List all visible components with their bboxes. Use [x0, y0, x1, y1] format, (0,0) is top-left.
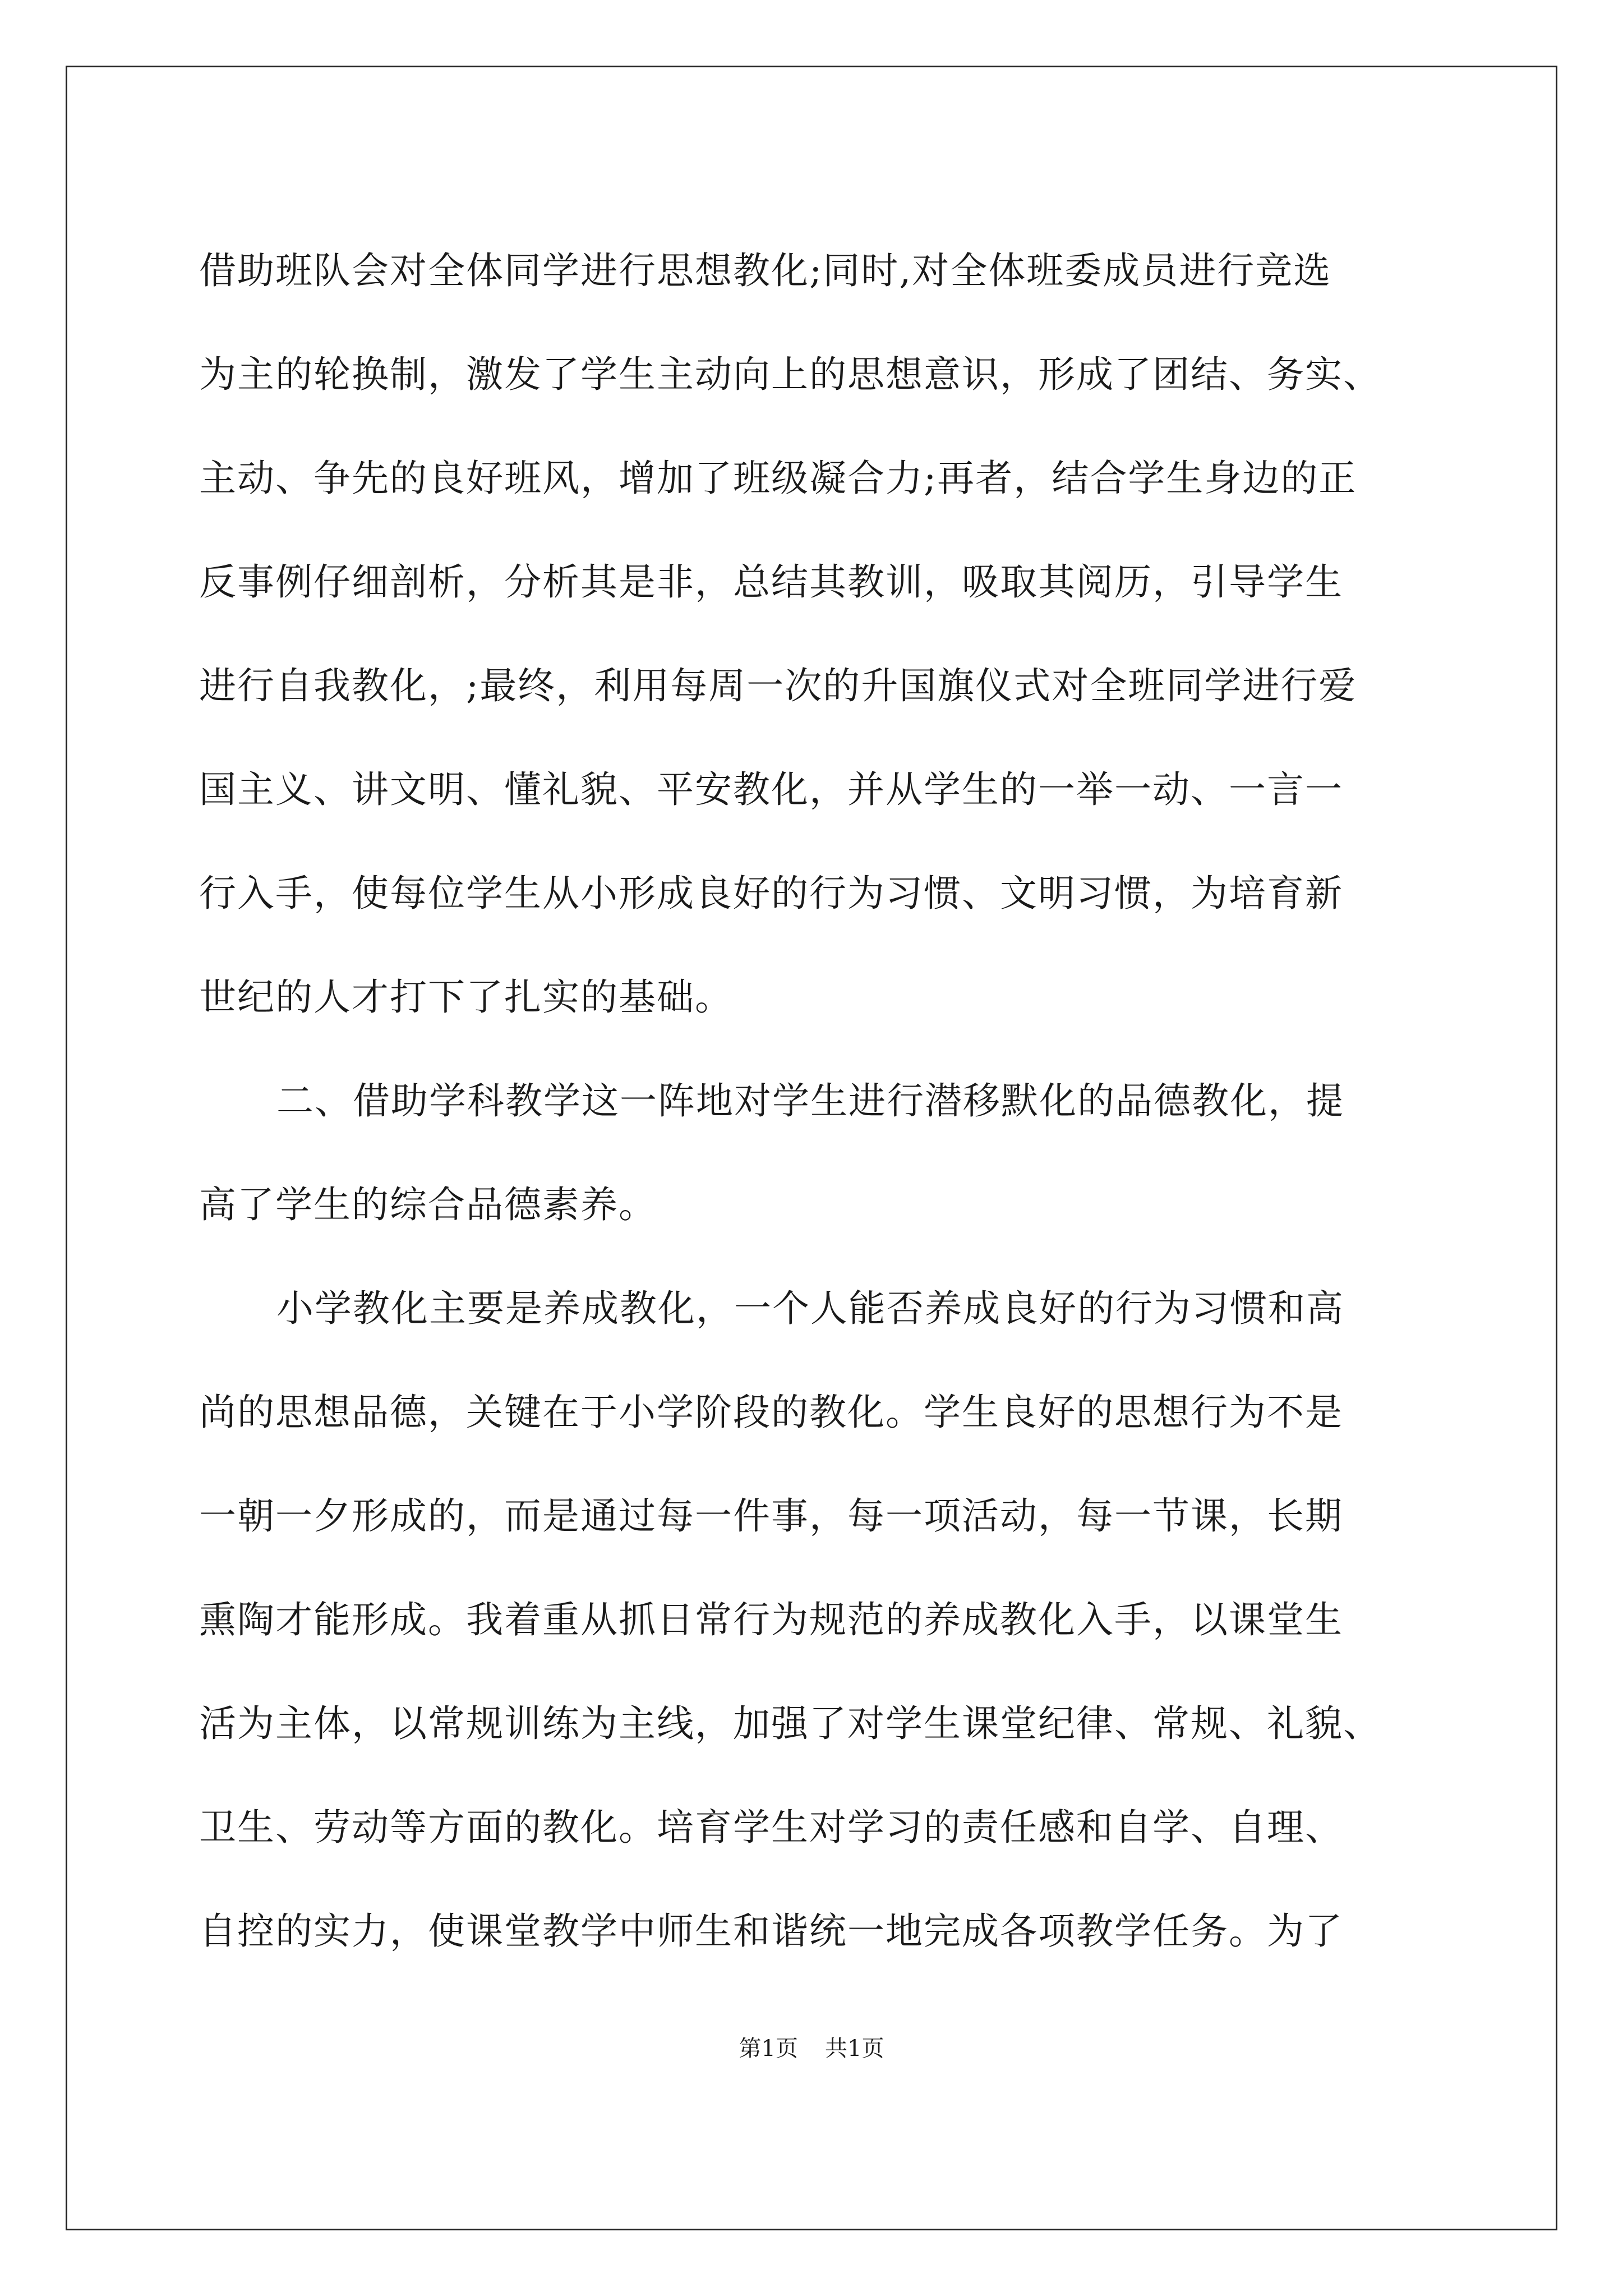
- text-line: 尚的思想品德，关键在于小学阶段的教化。学生良好的思想行为不是: [199, 1391, 1343, 1434]
- text-line: 高了学生的综合品德素养。: [199, 1183, 657, 1226]
- document-body: [199, 219, 1433, 1983]
- text-line: 熏陶才能形成。我着重从抓日常行为规范的养成教化入手，以课堂生: [199, 1598, 1343, 1641]
- text-line: 卫生、劳动等方面的教化。培育学生对学习的责任感和自学、自理、: [199, 1806, 1343, 1849]
- text-line: 主动、争先的良好班风，增加了班级凝合力;再者，结合学生身边的正: [199, 457, 1357, 500]
- page-number-current: 第1页: [739, 2036, 798, 2062]
- text-line: 进行自我教化，;最终，利用每周一次的升国旗仪式对全班同学进行爱: [199, 664, 1357, 707]
- page-number-total: 共1页: [825, 2036, 884, 2062]
- page-footer: [0, 2031, 1623, 2063]
- paragraph-heading-line: 二、借助学科教学这一阵地对学生进行潜移默化的品德教化，提: [276, 1079, 1344, 1122]
- paragraph-first-line: 小学教化主要是养成教化，一个人能否养成良好的行为习惯和高: [276, 1287, 1344, 1330]
- text-line: 一朝一夕形成的，而是通过每一件事，每一项活动，每一节课，长期: [199, 1494, 1343, 1538]
- text-line: 借助班队会对全体同学进行思想教化;同时,对全体班委成员进行竞选: [199, 249, 1332, 292]
- text-line: 自控的实力，使课堂教学中师生和谐统一地完成各项教学任务。为了: [199, 1910, 1343, 1953]
- text-line: 为主的轮换制，激发了学生主动向上的思想意识，形成了团结、务实、: [199, 353, 1381, 396]
- text-line: 活为主体，以常规训练为主线，加强了对学生课堂纪律、常规、礼貌、: [199, 1702, 1381, 1745]
- text-line: 世纪的人才打下了扎实的基础。: [199, 976, 733, 1019]
- text-line: 反事例仔细剖析，分析其是非，总结其教训，吸取其阅历，引导学生: [199, 560, 1343, 604]
- text-line: 行入手，使每位学生从小形成良好的行为习惯、文明习惯，为培育新: [199, 872, 1343, 915]
- text-line: 国主义、讲文明、懂礼貌、平安教化，并从学生的一举一动、一言一: [199, 768, 1343, 811]
